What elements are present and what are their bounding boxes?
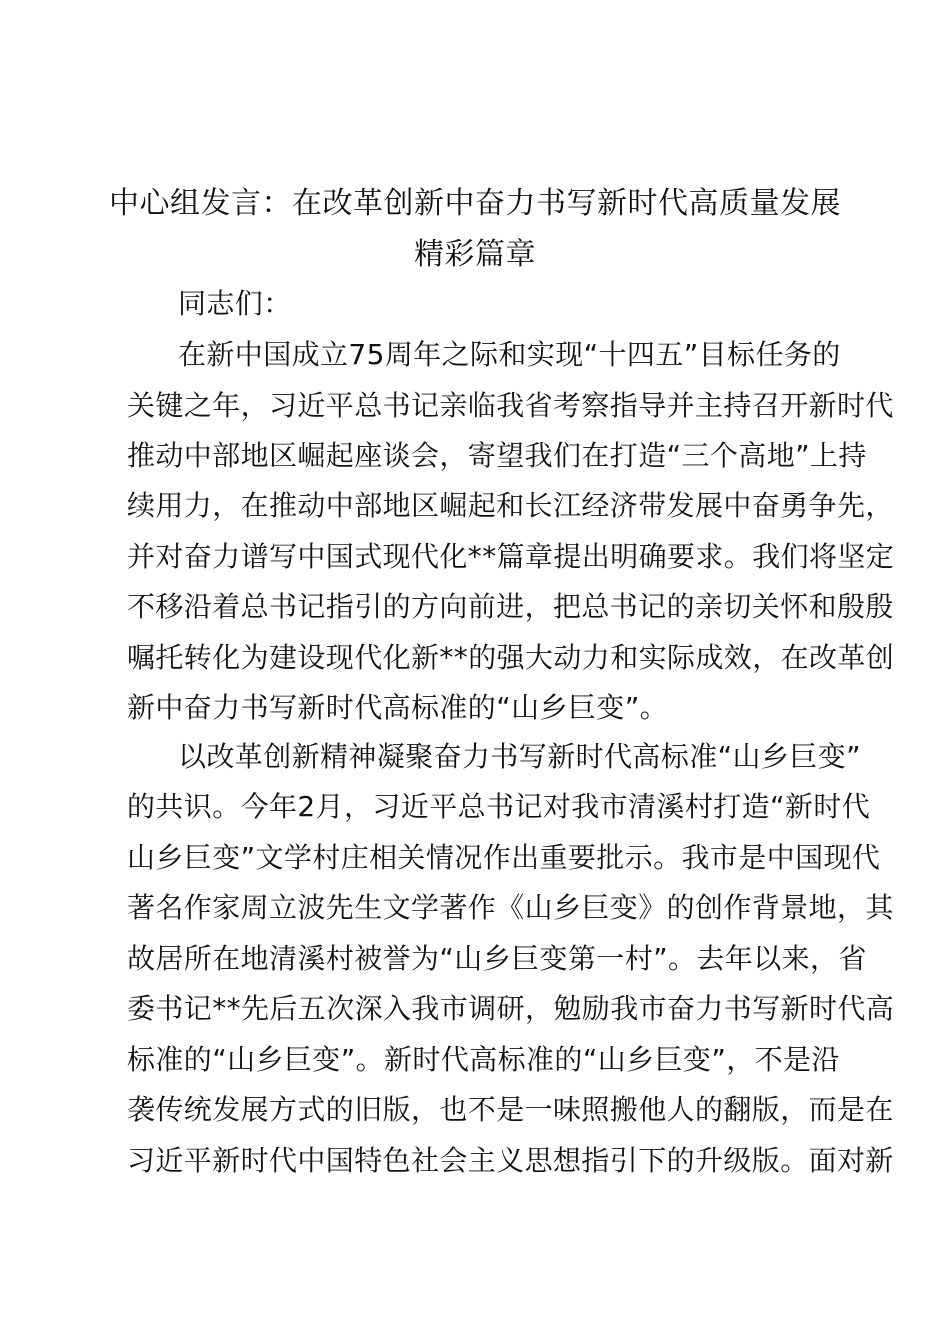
document-title-line-1: 中心组发言：在改革创新中奋力书写新时代高质量发展	[109, 186, 841, 221]
document-title-line-2: 精彩篇章	[414, 237, 536, 272]
paragraph-1-line: 并对奋力谱写中国式现代化**篇章提出明确要求。我们将坚定	[127, 540, 895, 573]
paragraph-2-line: 标准的“山乡巨变”。新时代高标准的“山乡巨变”，不是沿	[127, 1043, 840, 1076]
paragraph-2-line: 以改革创新精神凝聚奋力书写新时代高标准“山乡巨变”	[178, 740, 862, 773]
paragraph-2-line: 习近平新时代中国特色社会主义思想指引下的升级版。面对新	[127, 1144, 894, 1177]
paragraph-2-line: 袭传统发展方式的旧版，也不是一味照搬他人的翻版，而是在	[127, 1093, 894, 1126]
paragraph-1-line: 嘱托转化为建设现代化新**的强大动力和实际成效，在改革创	[127, 641, 895, 674]
paragraph-1-line: 新中奋力书写新时代高标准的“山乡巨变”。	[127, 691, 669, 724]
salutation: 同志们：	[178, 287, 292, 320]
paragraph-1-line: 续用力，在推动中部地区崛起和长江经济带发展中奋勇争先，	[127, 489, 894, 522]
paragraph-1-line: 在新中国成立75周年之际和实现“十四五”目标任务的	[178, 338, 841, 371]
paragraph-2-line: 山乡巨变”文学村庄相关情况作出重要批示。我市是中国现代	[127, 841, 881, 874]
paragraph-1-line: 不移沿着总书记指引的方向前进，把总书记的亲切关怀和殷殷	[127, 590, 894, 623]
paragraph-2-line: 委书记**先后五次深入我市调研，勉励我市奋力书写新时代高	[127, 992, 895, 1025]
paragraph-1-line: 关键之年，习近平总书记亲临我省考察指导并主持召开新时代	[127, 389, 894, 422]
paragraph-2-line: 故居所在地清溪村被誉为“山乡巨变第一村”。去年以来，省	[127, 942, 867, 975]
paragraph-2-line: 著名作家周立波先生文学著作《山乡巨变》的创作背景地，其	[127, 891, 894, 924]
paragraph-1-line: 推动中部地区崛起座谈会，寄望我们在打造“三个高地”上持	[127, 439, 867, 472]
paragraph-2-line: 的共识。今年2月，习近平总书记对我市清溪村打造“新时代	[127, 790, 871, 823]
